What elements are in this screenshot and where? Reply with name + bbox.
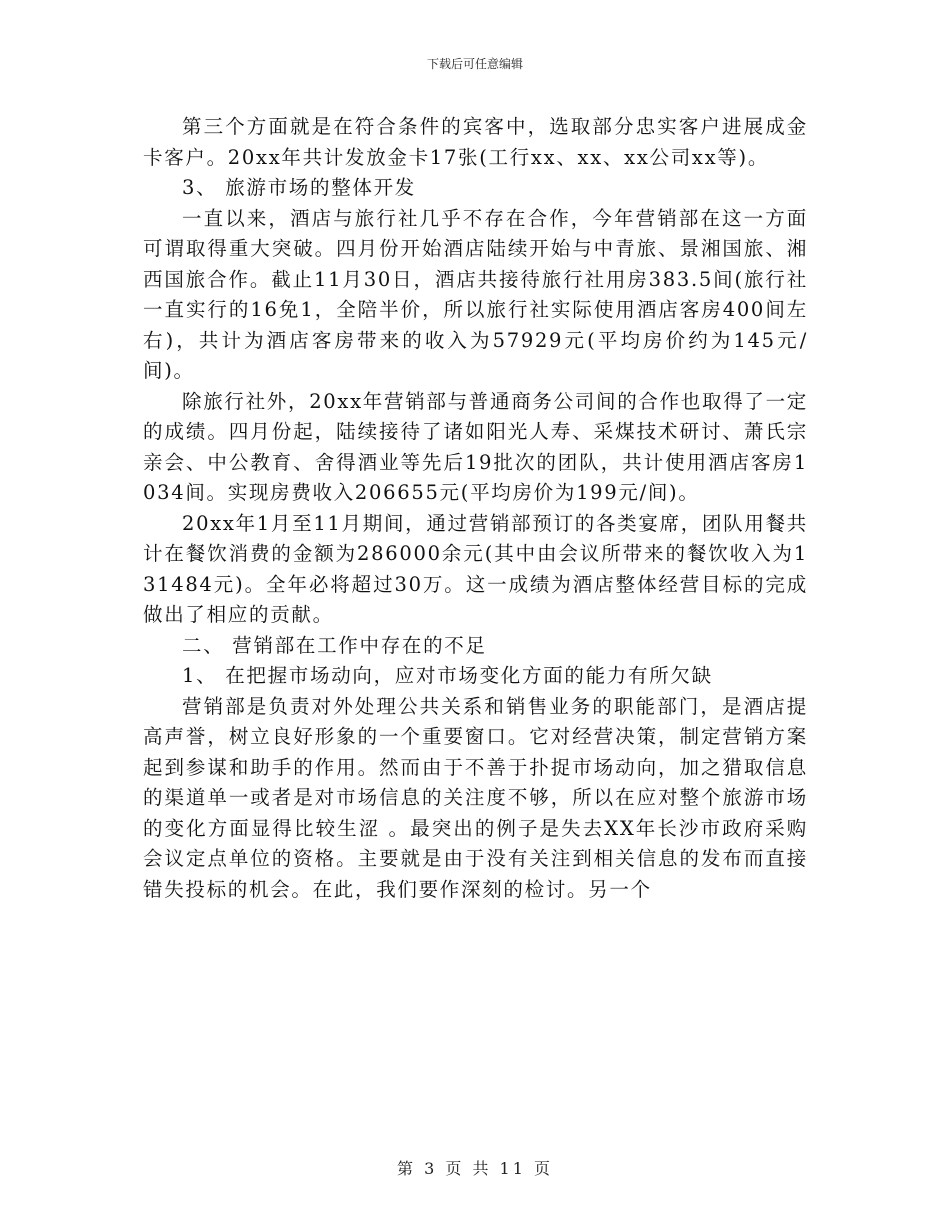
paragraph-business-companies: 除旅行社外，20xx年营销部与普通商务公司间的合作也取得了一定的成绩。四月份起，陆续接待了诸如阳光人寿、采煤技术研讨、萧氏宗亲会、中公教育、舍得酒业等先后19批次的团队，共计使用酒店客房1034间。实现房费收入206655元(平均房价为199元/间)。 bbox=[143, 389, 809, 504]
paragraph-banquets: 20xx年1月至11月期间，通过营销部预订的各类宴席，团队用餐共计在餐饮消费的金额为286000余元(其中由会议所带来的餐饮收入为131484元)。全年必将超过30万。这一成绩为酒店整体经营目标的完成做出了相应的贡献。 bbox=[143, 511, 808, 626]
paragraph-marketing-dept: 营销部是负责对外处理公共关系和销售业务的职能部门，是酒店提高声誉，树立良好形象的一个重要窗口。它对经营决策，制定营销方案起到参谋和助手的作用。然而由于不善于扑捉市场动向，加之猎取信息的渠道单一或者是对市场信息的关注度不够，所以在应对整个旅游市场的变化方面显得比较生涩 。最突出的例子是失去XX年长沙市政府采购会议定点单位的资格。主要就是由于没有关注到相关信息的发布而直接错失投标的机会。在此，我们要作深刻的检讨。另一个 bbox=[143, 694, 808, 901]
section-heading-tourism-market: 3、 旅游市场的整体开发 bbox=[182, 176, 417, 199]
subsection-heading-market-trends: 1、 在把握市场动向，应对市场变化方面的能力有所欠缺 bbox=[182, 664, 713, 687]
section-heading-shortcomings: 二、 营销部在工作中存在的不足 bbox=[182, 633, 487, 657]
document-body bbox=[143, 112, 808, 905]
page-header: 下载后可任意编辑 bbox=[426, 57, 523, 71]
page-number-footer: 第 3 页 共 11 页 bbox=[397, 1159, 553, 1178]
paragraph-gold-card: 第三个方面就是在符合条件的宾客中，选取部分忠实客户进展成金卡客户。20xx年共计发放金卡17张(工行xx、xx、xx公司xx等)。 bbox=[143, 115, 808, 169]
paragraph-travel-agency: 一直以来，酒店与旅行社几乎不存在合作，今年营销部在这一方面可谓取得重大突破。四月份开始酒店陆续开始与中青旅、景湘国旅、湘西国旅合作。截止11月30日，酒店共接待旅行社用房383.5间(旅行社一直实行的16免1，全陪半价，所以旅行社实际使用酒店客房400间左右)，共计为酒店客房带来的收入为57929元(平均房价约为145元/间)。 bbox=[143, 206, 808, 382]
